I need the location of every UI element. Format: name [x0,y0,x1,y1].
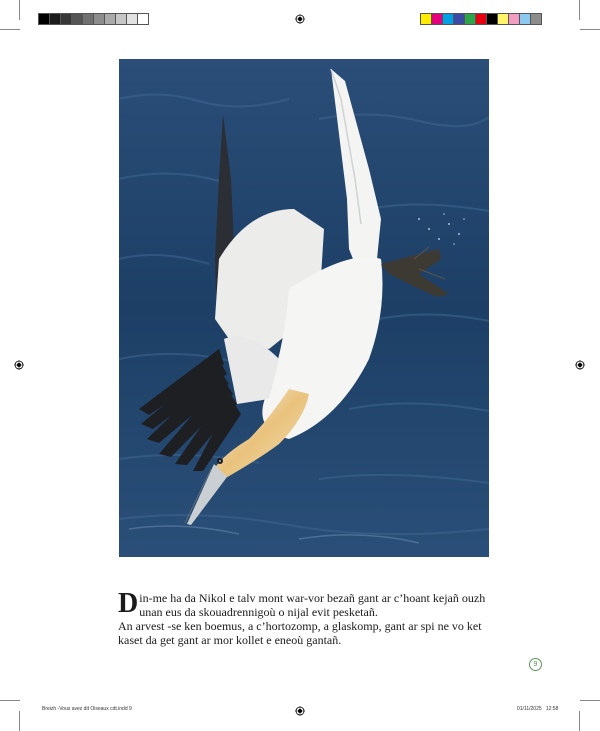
gray-swatch [137,13,149,25]
slug-right [517,706,558,712]
crop-mark-top-right-v [579,0,580,20]
gray-scale-bar [38,13,148,25]
crop-mark-bottom-right-v [579,711,580,731]
page-number: 9 [529,658,542,671]
slug-time: 12:58 [545,706,559,712]
paragraph-1 [118,588,502,619]
crop-mark-bottom-left-v [19,711,20,731]
paragraph-1-text: in-me ha da Nikol e talv mont war-vor bezañ gant ar c’hoant kejañ ouzh unan eus da skouadrennigoù o nijal evit pesketañ. [139,591,486,619]
registration-mark-left-icon [14,360,24,370]
crop-mark-top-left-h [0,29,20,30]
gannet-photo [119,59,489,557]
drop-cap: D [118,588,139,619]
crop-mark-top-left-v [19,0,20,20]
slug-left: Breizh -Vous avez dit Oiseaux cdt.indd 9 [42,706,132,712]
body-text [118,588,502,647]
slug-date: 01/11/2025 [517,706,542,712]
registration-mark-right-icon [575,360,585,370]
registration-mark-top-icon [295,14,305,24]
paragraph-2: An arvest -se ken boemus, a c’hortozomp, a glaskomp, gant ar spi ne vo ket kaset da get gant ar mor kollet e eneoù gantañ. [118,619,482,647]
crop-mark-bottom-left-h [0,700,20,701]
registration-mark-bottom-icon [295,706,305,716]
crop-mark-bottom-right-h [580,700,600,701]
color-control-bar [420,13,541,25]
crop-mark-top-right-h [580,29,600,30]
color-swatch [530,13,542,25]
gannet-illustration [119,59,489,557]
